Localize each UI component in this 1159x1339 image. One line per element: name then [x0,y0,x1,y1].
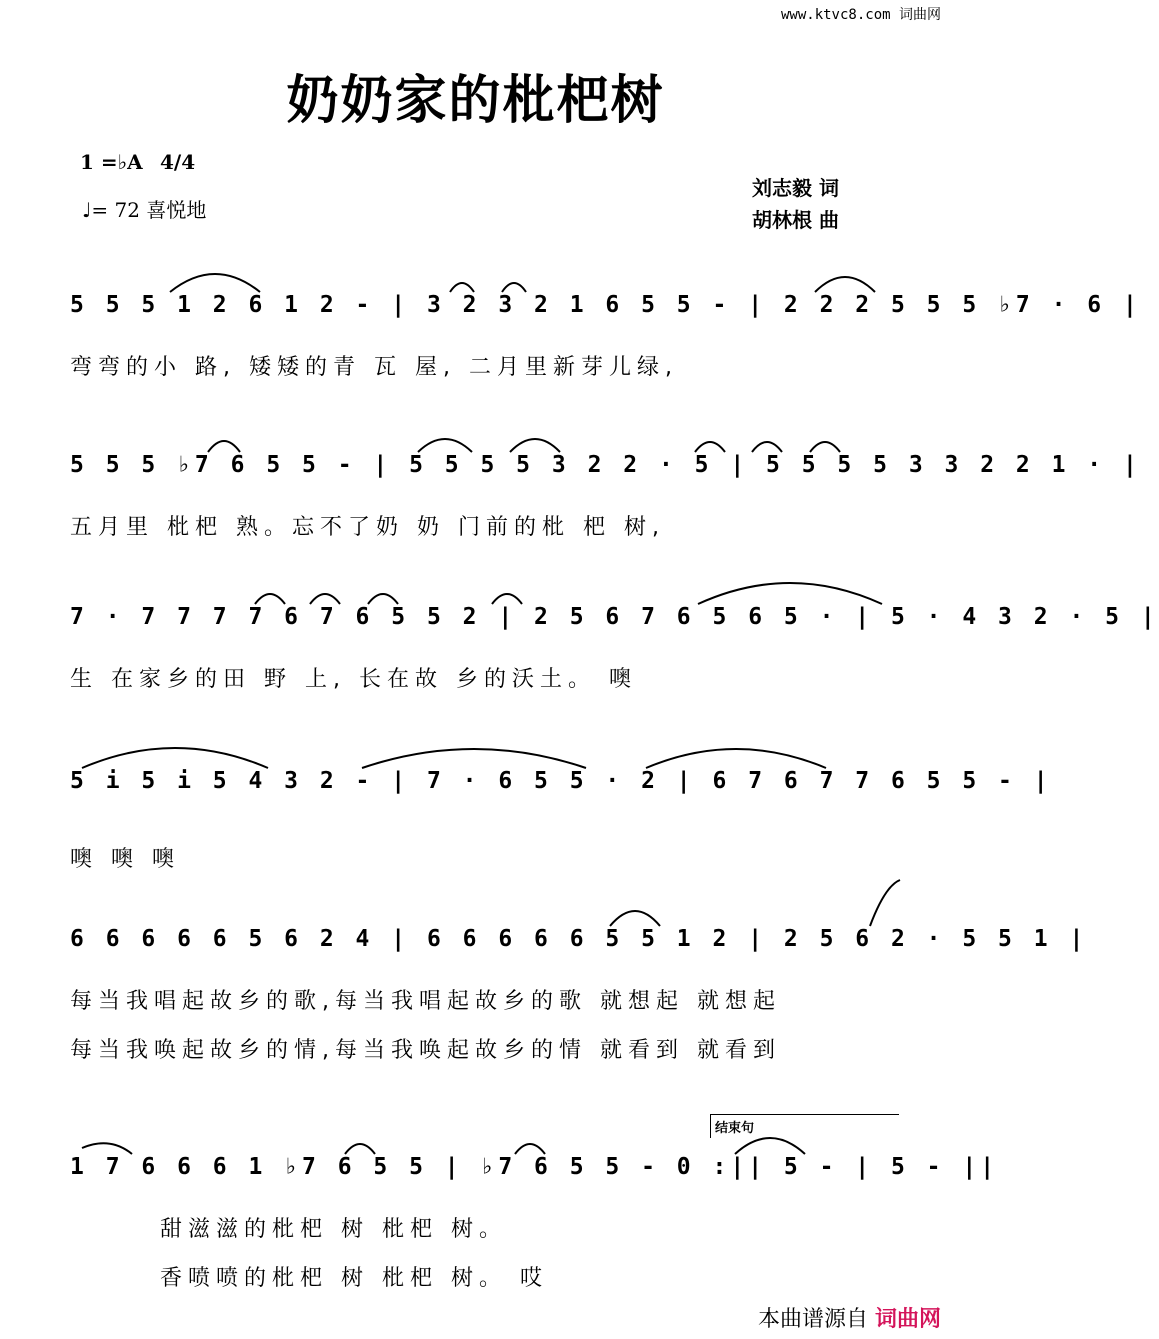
notation-line-1 [70,292,1141,336]
site-watermark-top: www.ktvc8.com 词曲网 [780,7,941,23]
lyric-line-5: 每当我唱起故乡的歌,每当我唱起故乡的歌 就想起 就想起 [70,989,781,1014]
composer-credit: 胡林根 曲 [752,208,839,232]
tempo-marking: ♩= 72 喜悦地 [82,198,207,222]
lyric-line-1: 弯弯的小 路, 矮矮的青 瓦 屋, 二月里新芽儿绿, [70,355,678,380]
notation-line-4 [70,768,1052,812]
notation-line-3 [70,604,1159,648]
lyric-line-2: 五月里 枇杷 熟。忘不了奶 奶 门前的枇 杷 树, [70,515,665,540]
jianpu-notes: 5 5 5 1 2 6 1 2 - | 3 2 3 2 1 6 5 5 - | 2 2 2 5 5 5 ♭7 · 6 | [70,292,1141,318]
slur-marks [70,574,900,606]
score-system-6 [70,1154,999,1292]
site-watermark-bottom [758,1302,941,1333]
score-system-5 [70,926,1088,1064]
watermark-site-name: 词曲网 [874,1307,941,1332]
slur-marks [70,262,900,294]
score-system-4 [70,768,1052,873]
notation-line-6 [70,1154,999,1198]
jianpu-notes: 7 · 7 7 7 7 6 7 6 5 5 2 | 2 5 6 7 6 5 6 5 · | 5 · 4 3 2 · 5 | [70,604,1159,630]
notation-line-2 [70,452,1141,496]
notation-line-5 [70,926,1088,970]
lyric-line-3: 生 在家乡的田 野 上, 长在故 乡的沃土。 噢 [70,667,637,692]
slur-marks [70,896,900,928]
score-system-1 [70,292,1141,381]
jianpu-notes: 1 7 6 6 6 1 ♭7 6 5 5 | ♭7 6 5 5 - 0 :|| 5 - | 5 - || [70,1154,999,1180]
score-system-2 [70,452,1141,541]
jianpu-notes: 5 5 5 ♭7 6 5 5 - | 5 5 5 5 3 2 2 · 5 | 5 5 5 5 3 3 2 2 1 · | [70,452,1141,478]
lyric-line-6-verse-2: 香喷喷的枇杷 树 枇杷 树。 哎 [160,1266,548,1291]
lyric-line-6: 甜滋滋的枇杷 树 枇杷 树。 [160,1217,507,1242]
time-signature: 4/4 [160,150,196,174]
jianpu-notes: 6 6 6 6 6 5 6 2 4 | 6 6 6 6 6 5 5 1 2 | 2 5 6 2 · 5 5 1 | [70,926,1088,952]
lyricist-credit: 刘志毅 词 [752,176,839,200]
jianpu-notes: 5 i 5 i 5 4 3 2 - | 7 · 6 5 5 · 2 | 6 7 6 7 7 6 5 5 - | [70,768,1052,794]
song-title: 奶奶家的枇杷树 [286,70,665,131]
watermark-source-text: 本曲谱源自 [757,1307,868,1332]
lyric-line-5-verse-2: 每当我唤起故乡的情,每当我唤起故乡的情 就看到 就看到 [70,1038,781,1063]
score-system-3 [70,604,1159,693]
key-signature: 1 =♭A [80,150,143,174]
ending-label: 结束句 [710,1114,899,1138]
lyric-line-4: 噢 噢 噢 [70,847,180,872]
slur-marks [70,422,900,454]
slur-marks [70,1124,900,1156]
slur-marks [70,738,900,770]
